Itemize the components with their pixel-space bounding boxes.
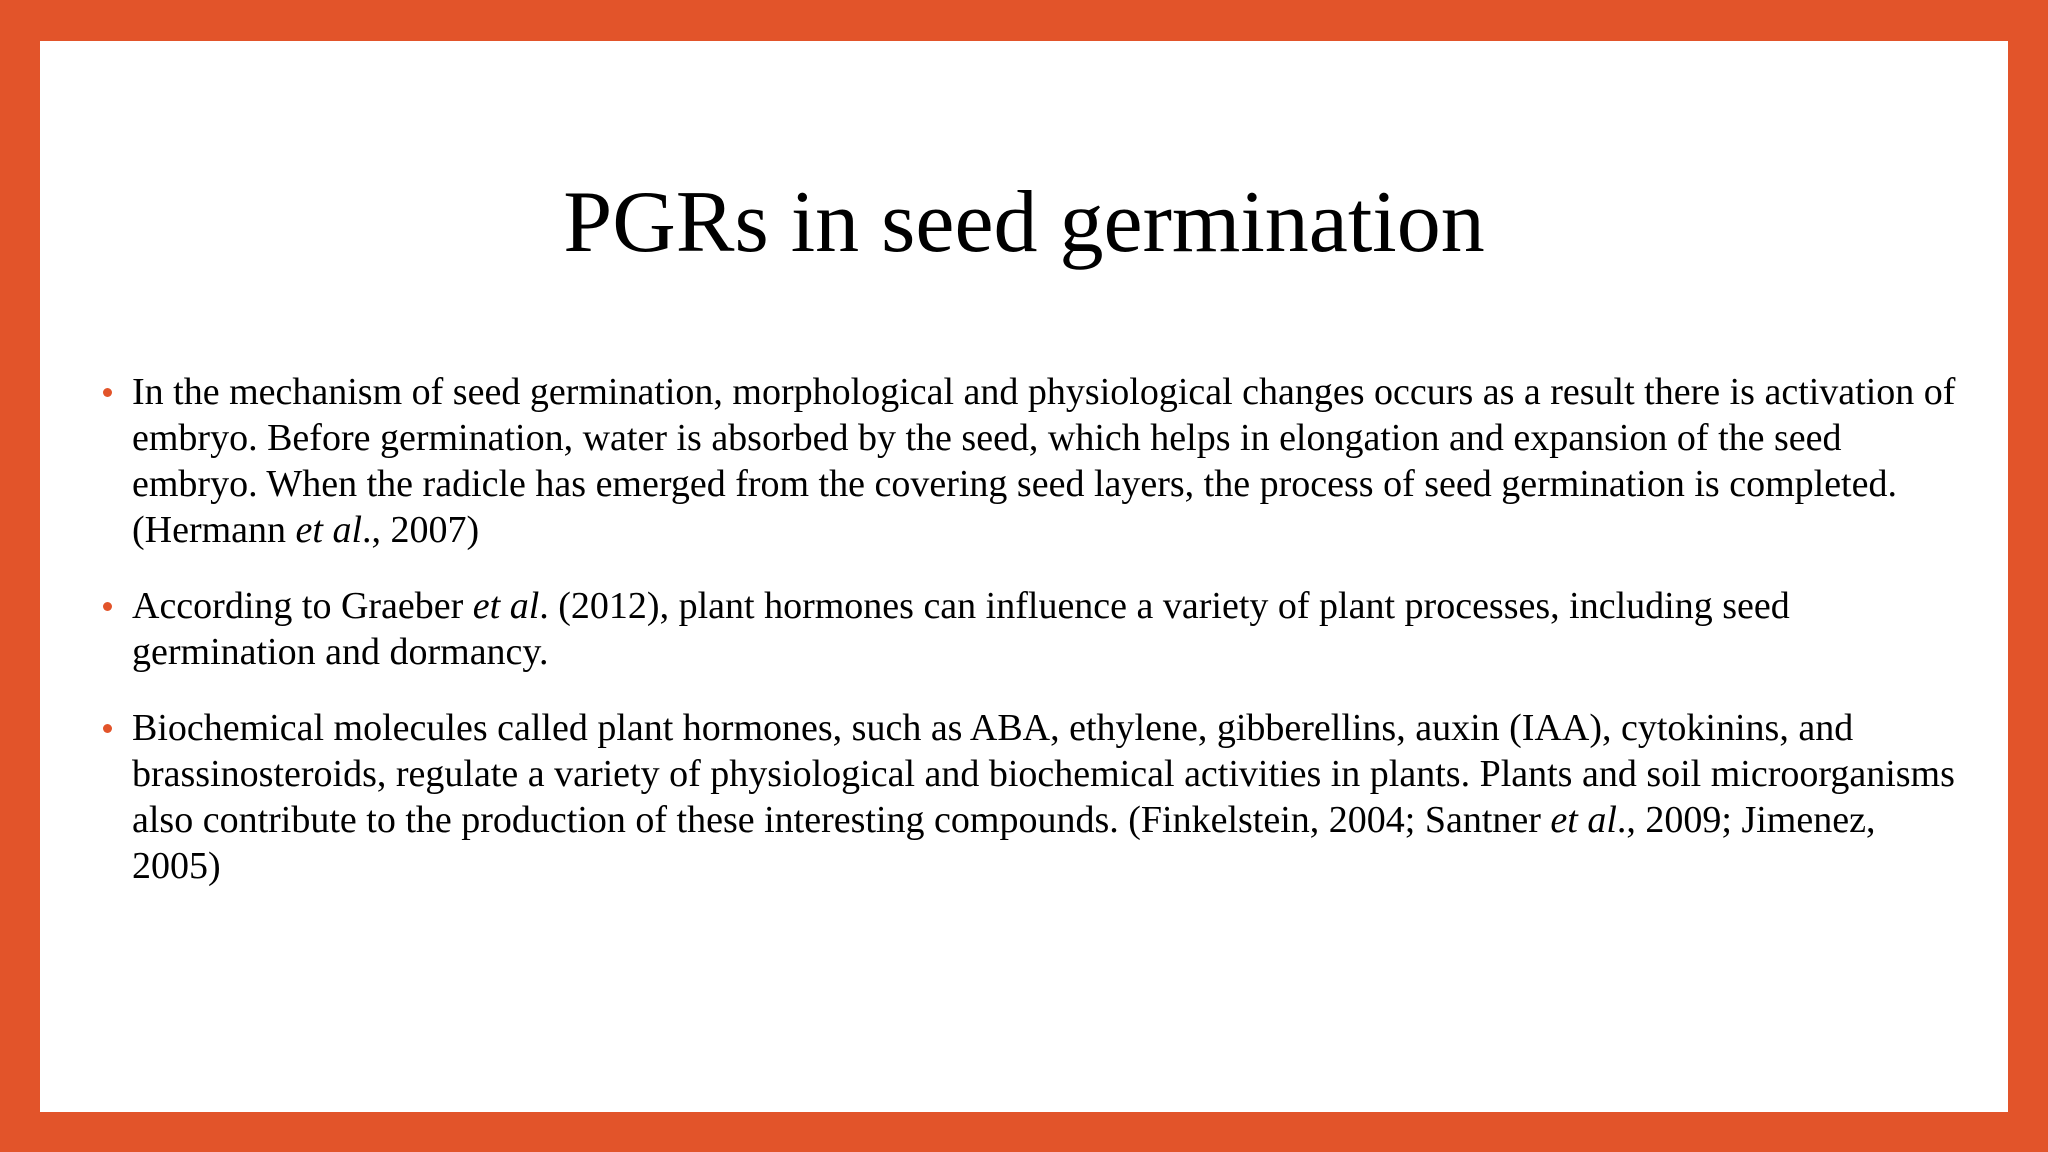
bullet-text-segment: ., 2009; Jimenez, 2005) — [132, 799, 1876, 887]
bullet-text-italic: et al — [472, 585, 540, 627]
bullet-text-segment: According to Graeber — [132, 585, 473, 627]
bullet-dot-icon — [103, 724, 112, 733]
bullet-text — [132, 371, 1955, 551]
bullet-text-italic: et al — [1550, 799, 1617, 841]
bullet-dot-icon — [103, 388, 112, 397]
bullet-list — [102, 369, 1962, 919]
bullet-item-graeber — [102, 583, 1962, 675]
bullet-item-germination-mechanism — [102, 369, 1962, 553]
slide-canvas — [40, 41, 2008, 1112]
bullet-text-segment: ., 2007) — [362, 509, 480, 551]
slide-title: PGRs in seed germination — [563, 174, 1485, 271]
bullet-text-italic: et al — [295, 509, 363, 551]
bullet-text — [132, 707, 1955, 887]
bullet-text-segment: In the mechanism of seed germination, morphological and physiological changes occurs as a result there is activation of embryo. Before germination, water is absorbed by the seed, which helps in elongation and expansion of the seed embryo. When the radicle has emerged from the covering seed layers, the process of seed germination is completed. (Hermann — [132, 371, 1956, 551]
bullet-text — [132, 585, 1790, 673]
bullet-dot-icon — [103, 602, 112, 611]
bullet-item-plant-hormones — [102, 705, 1962, 889]
bullet-text-segment: . (2012), plant hormones can influence a variety of plant processes, including seed germination and dormancy. — [132, 585, 1790, 673]
bullet-text-segment: Biochemical molecules called plant hormones, such as ABA, ethylene, gibberellins, auxin (IAA), cytokinins, and brassinosteroids, regulate a variety of physiological and biochemical activities in plants. Plants and soil microorganisms also contribute to the production of these interesting compounds. (Finkelstein, 2004; Santner — [132, 707, 1955, 841]
